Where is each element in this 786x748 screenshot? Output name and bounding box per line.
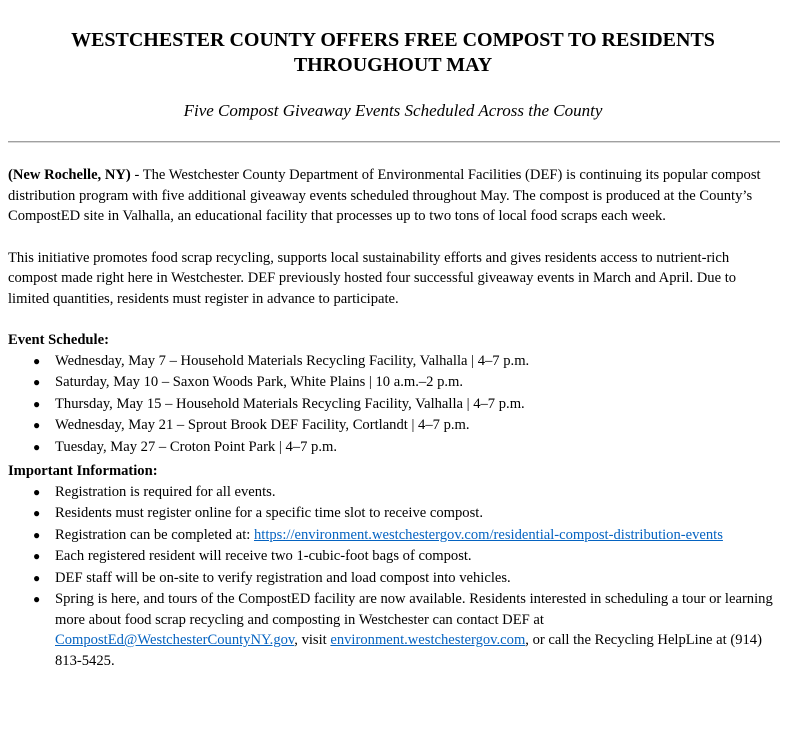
bullet-icon: ● xyxy=(33,484,41,499)
intro-text: - The Westchester County Department of Environmental Facilities (DEF) is continuing its popular compost distribution program with five additional giveaway events scheduled throughout May. The compost is produced at the County’s CompostED site in Valhalla, an educational facility that processes up to two tons of local food scraps each week. xyxy=(8,167,761,224)
event-text: Wednesday, May 21 – Sprout Brook DEF Facility, Cortlandt | 4–7 p.m. xyxy=(55,417,470,433)
bullet-icon: ● xyxy=(33,396,41,411)
bullet-icon: ● xyxy=(33,353,41,368)
info-text: Registration can be completed at: xyxy=(55,526,254,543)
info-text: Residents must register online for a specific time slot to receive compost. xyxy=(55,505,483,521)
bullet-icon: ● xyxy=(33,506,41,520)
intro-paragraph xyxy=(8,165,778,227)
bullet-icon: ● xyxy=(33,592,41,606)
document-page xyxy=(0,28,786,748)
bullet-icon: ● xyxy=(33,527,41,542)
email-link[interactable]: CompostEd@WestchesterCountyNY.gov xyxy=(55,632,295,648)
info-text: Each registered resident will receive two 1-cubic-foot bags of compost. xyxy=(55,548,472,564)
list-item xyxy=(8,394,778,415)
event-schedule-heading: Event Schedule: xyxy=(8,332,109,348)
list-item xyxy=(8,437,778,458)
dateline: (New Rochelle, NY) xyxy=(8,167,131,183)
bullet-icon: ● xyxy=(33,375,41,389)
event-text: Wednesday, May 7 – Household Materials Recycling Facility, Valhalla | 4–7 p.m. xyxy=(55,352,530,369)
bullet-icon: ● xyxy=(33,439,41,454)
page-title: WESTCHESTER COUNTY OFFERS FREE COMPOST TO RESIDENTS THROUGHOUT MAY xyxy=(71,29,715,76)
list-item xyxy=(8,351,778,372)
registration-link[interactable]: https://environment.westchestergov.com/residential-compost-distribution-events xyxy=(253,526,723,543)
list-item xyxy=(8,525,778,546)
horizontal-divider xyxy=(8,141,780,143)
list-item xyxy=(8,589,778,671)
bullet-icon: ● xyxy=(33,418,41,432)
info-text: , visit xyxy=(294,632,331,648)
list-item xyxy=(8,503,778,524)
page-subtitle: Five Compost Giveaway Events Scheduled Across the County xyxy=(183,101,603,120)
list-item xyxy=(8,568,778,589)
event-text: Saturday, May 10 – Saxon Woods Park, White Plains | 10 a.m.–2 p.m. xyxy=(55,374,464,390)
info-text: Registration is required for all events. xyxy=(55,483,276,500)
info-text: DEF staff will be on-site to verify registration and load compost into vehicles. xyxy=(55,569,511,586)
bullet-icon: ● xyxy=(33,570,41,585)
bullet-icon: ● xyxy=(33,549,41,563)
list-item xyxy=(8,482,778,503)
info-text: , or call the Recycling HelpLine at (914) 813-5425. xyxy=(55,632,762,669)
event-schedule-list xyxy=(8,351,778,458)
list-item xyxy=(8,372,778,393)
event-text: Tuesday, May 27 – Croton Point Park | 4–7 p.m. xyxy=(55,438,337,455)
list-item xyxy=(8,415,778,436)
initiative-paragraph: This initiative promotes food scrap recycling, supports local sustainability efforts and gives residents access to nutrient-rich compost made right here in Westchester. DEF previously hosted four successful giveaway events in March and April. Due to limited quantities, residents must register in advance to participate. xyxy=(8,249,737,307)
website-link[interactable]: environment.westchestergov.com xyxy=(330,632,526,648)
list-item xyxy=(8,546,778,567)
important-information-heading: Important Information: xyxy=(8,463,158,479)
important-information-list xyxy=(8,482,778,672)
event-text: Thursday, May 15 – Household Materials Recycling Facility, Valhalla | 4–7 p.m. xyxy=(55,395,525,412)
info-text: Spring is here, and tours of the CompostED facility are now available. Residents interested in scheduling a tour or learning more about food scrap recycling and composting in Westchester can contact DEF at xyxy=(55,591,773,628)
